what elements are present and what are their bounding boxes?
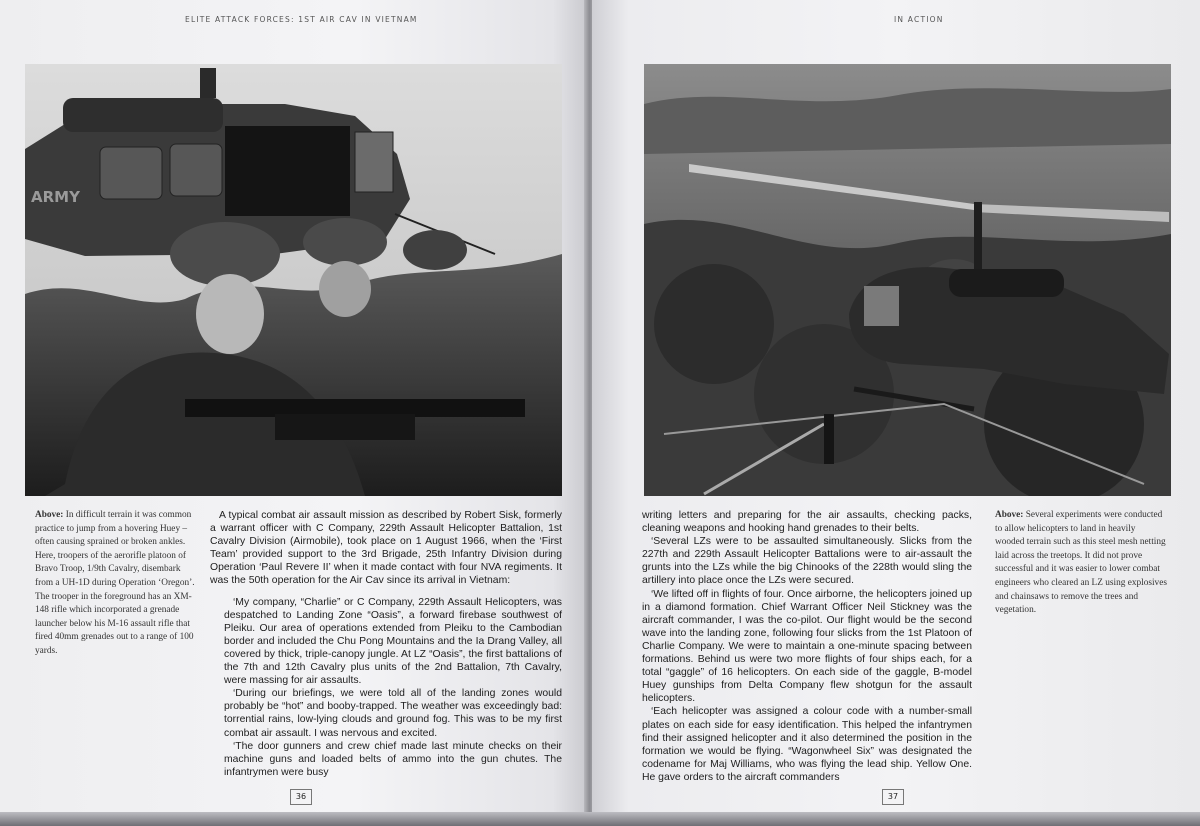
paragraph: ‘Each helicopter was assigned a colour code with a number-small plates on each side for easy identification. This helped the infantrymen find their assigned helicopter and it also determined the position in the formation we would be flying. “Wagonwheel Six” was designated the codename for Maj Williams, who was flying the lead ship. Yellow One. He gave orders to the aircraft commanders	[642, 706, 972, 783]
photo-troopers-disembark-huey	[25, 64, 562, 496]
photo-caption	[35, 509, 199, 659]
book-bottom-edge	[0, 812, 1200, 826]
photo-image	[25, 64, 562, 496]
caption-text: In difficult terrain it was common practice to jump from a hovering Huey – often causing sprained or broken ankles. Here, troopers of the aerorifle platoon of Bravo Troop, 1/9th Cavalry, disembark from a UH-1D during Operation ‘Oregon’. The trooper in the foreground has an XM-148 rifle which incorporated a grenade launcher below his M-16 assault rifle that fired 40mm grenades out to a range of 100 yards.	[35, 510, 195, 656]
page-number: 37	[882, 789, 904, 805]
right-page	[592, 0, 1200, 826]
page-number: 36	[290, 789, 312, 805]
paragraph: A typical combat air assault mission as described by Robert Sisk, formerly a warrant officer with C Company, 229th Assault Helicopter Battalion, 1st Cavalry Division (Airmobile), took place on 1 August 1966, when the ‘First Team’ provided support to the 3rd Brigade, 25th Infantry Division during Operation ‘Paul Revere II’ when it made contact with four NVA regiments. It was the 50th operation for the Air Cav since its arrival in Vietnam:	[210, 510, 562, 587]
paragraph: writing letters and preparing for the air assaults, checking packs, cleaning weapons and hooking hand grenades to their belts.	[642, 510, 972, 535]
paragraph: ‘We lifted off in flights of four. Once airborne, the helicopters joined up in a diamond formation. Chief Warrant Officer Neil Stickney was the aircraft commander, I was the co-pilot. Our flight would be the second wave into the landing zone, following four slicks from the 1st Platoon of Charlie Company. We were to maintain a one-minute spacing between formations. Behind us were two more flights of four ships each, for a total “gaggle” of 16 helicopters. On each side of the gaggle, B-model Huey gunships from Delta Company flew shotgun for the assault helicopters.	[642, 588, 972, 705]
paragraph: ‘My company, “Charlie” or C Company, 229th Assault Helicopters, was despatched to Landing Zone “Oasis”, a forward firebase southwest of Pleiku. Our area of operations extended from Pleiku to the Cambodian border and included the Chu Pong Mountains and the Ia Drang Valley, all covered by thick, triple-canopy jungle. At LZ “Oasis”, the first battalions of the 7th and 12th Cavalry plus units of the 2nd Battalion, 7th Cavalry, were massing for air assaults.	[224, 596, 562, 687]
caption-text: Several experiments were conducted to allow helicopters to land in heavily wooded terrain such as this steel mesh netting laid across the treetops. It did not prove successful and it was easier to lower combat engineers who cleared an LZ using explosives and chainsaws to remove the trees and vegetation.	[995, 510, 1167, 616]
army-stencil: ARMY	[31, 188, 80, 206]
left-page	[0, 0, 588, 826]
running-head: ELITE ATTACK FORCES: 1ST AIR CAV IN VIETNAM	[185, 15, 418, 24]
body-text-column	[210, 509, 562, 779]
photo-image	[644, 64, 1171, 496]
running-head: IN ACTION	[894, 15, 944, 24]
caption-label: Above:	[995, 510, 1024, 520]
body-text-column	[642, 509, 972, 784]
photo-caption	[995, 509, 1167, 618]
paragraph: ‘The door gunners and crew chief made last minute checks on their machine guns and loaded belts of ammo into the gun chutes. The infantrymen were busy	[224, 740, 562, 778]
photo-huey-over-treetops	[644, 64, 1171, 496]
paragraph: ‘During our briefings, we were told all of the landing zones would probably be “hot” and booby-trapped. The weather was exceedingly bad: torrential rains, low-lying clouds and ground fog. This was to be my first combat air assault. I was nervous and excited.	[224, 688, 562, 739]
paragraph: ‘Several LZs were to be assaulted simultaneously. Slicks from the 227th and 229th Assault Helicopter Battalions were to air-assault the grunts into the LZs while the big Chinooks of the 228th would sling the artillery into place once the LZs were secured.	[642, 536, 972, 587]
caption-label: Above:	[35, 510, 64, 520]
